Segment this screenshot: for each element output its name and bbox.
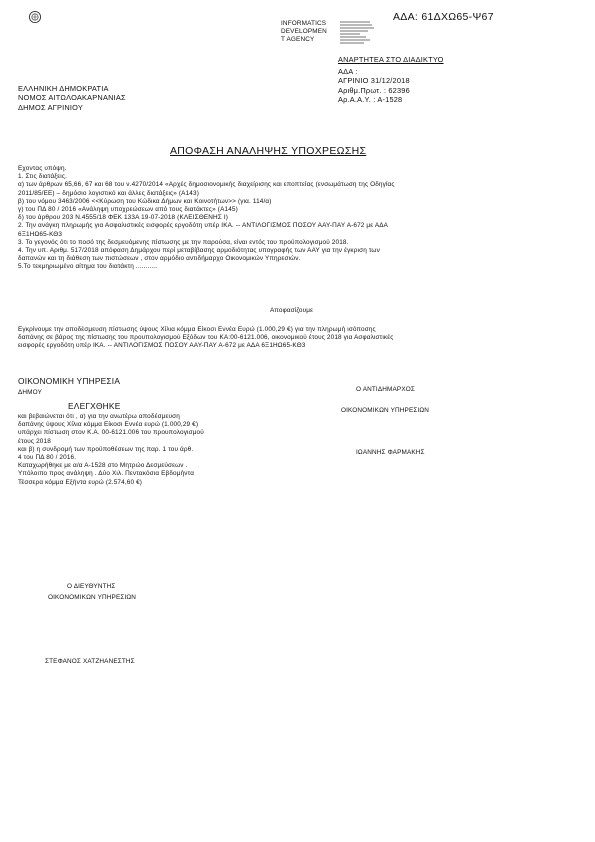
deputy-mayor-title: Ο ΑΝΤΙΔΗΜΑΡΧΟΣ	[356, 386, 415, 393]
decision-line: δαπάνης σε βάρος της πίστωσης του προυπολογισμού Εξόδων του ΚΑ:00-6121.006, οικονομικού έτους 2018 για Ασφαλιστικές	[18, 334, 394, 342]
checked-label: ΕΛΕΓΧΘΗΚΕ	[68, 401, 121, 411]
preamble-line: 4. Την υπ. Αριθμ. 517/2018 απόφαση Δημάρχου περί μεταβίβασης αρμοδιότητας υπογραφής των ΑΑΥ για την έγκριση των	[18, 246, 380, 254]
director-service: ΟΙΚΟΝΟΜΙΚΩΝ ΥΠΗΡΕΣΙΩΝ	[48, 594, 137, 601]
preamble-line: δ) του άρθρου 203 Ν.4555/18 ΦΕΚ 133Α 19-07-2018 (ΚΛΕΙΣΘΕΝΗΣ Ι)	[18, 214, 229, 222]
deputy-mayor-name: ΙΩΑΝΝΗΣ ΦΑΡΜΑΚΗΣ	[356, 449, 425, 456]
document-title: ΑΠΟΦΑΣΗ ΑΝΑΛΗΨΗΣ ΥΠΟΧΡΕΩΣΗΣ	[170, 145, 367, 157]
preamble-line: δαπανών και τη διάθεση των πιστώσεων , στον αρμόδιο αντιδήμαρχο Οικονομικών Υπηρεσιών.	[18, 255, 301, 263]
preamble-line: 2. Την ανάγκη πληρωμής για Ασφαλιστικές εισφορές εργοδότη υπέρ ΙΚΑ. -- ΑΝΤΙΛΟΓΙΣΜΟΣ ΠΟΣΟΥ ΑΑΥ-ΠΑΥ Α-672 με ΑΔΑ	[18, 222, 389, 230]
preamble-line: β) του νόμου 3463/2006 <<Κύρωση του Κώδικα Δήμων και Κοινοτήτων>> (για. 114/α)	[18, 197, 272, 205]
financial-service-text	[18, 413, 204, 487]
preamble	[18, 165, 395, 271]
decision-line: εισφορές εργοδότη υπέρ ΙΚΑ. -- ΑΝΤΙΛΟΓΙΣΜΟΣ ΠΟΣΟΥ ΑΑΥ-ΠΑΥ Α-672 με ΑΔΑ 6Ξ1ΗΩ65-ΚΘ3	[18, 342, 306, 350]
fs-line: και β) η συνδρομή των προϋποθέσεων της παρ. 1 του άρθ.	[18, 445, 194, 453]
fs-line: 4 του ΠΔ 80 / 2016.	[18, 453, 77, 461]
reference-block	[338, 67, 410, 105]
logo-line: DEVELOPMEN	[281, 28, 327, 36]
preamble-line: 5.Το τεκμηριωμένο αίτημα του διατάκτη ...........	[18, 263, 158, 271]
director-name: ΣΤΕΦΑΝΟΣ ΧΑΤΖΗΑΝΕΣΤΗΣ	[45, 658, 135, 665]
fs-line: υπάρχει πίστωση στον Κ.Α. 00-6121.006 του προυπολογισμού	[18, 429, 204, 437]
preamble-line: α) των άρθρων 65,66, 67 και 68 του ν.4270/2014 «Αρχές δημοσιονομικής διαχείρισης και εποπτείας (ενσωμάτωση της Οδηγίας	[18, 181, 395, 189]
deputy-mayor-service: ΟΙΚΟΝΟΜΙΚΩΝ ΥΠΗΡΕΣΙΩΝ	[341, 407, 430, 414]
ada-code: ΑΔΑ: 61ΔΧΩ65-Ψ67	[393, 11, 494, 23]
reference-line: Αριθμ.Πρωτ. : 62396	[338, 85, 410, 95]
logo-line: T AGENCY	[281, 36, 315, 44]
financial-service-heading: ΟΙΚΟΝΟΜΙΚΗ ΥΠΗΡΕΣΙΑ	[18, 376, 121, 386]
director-title: Ο ΔΙΕΥΘΥΝΤΗΣ	[67, 583, 116, 590]
logo-tiny-print	[340, 21, 380, 47]
preamble-line: 3. Το γεγονός ότι το ποσό της δεσμευόμενης πίστωσης με την παρούσα, είναι εντός του προϋπολογισμού 2018.	[18, 238, 349, 246]
preamble-line: Εχοντας υπόψη.	[18, 165, 67, 172]
preamble-line: γ) του ΠΔ 80 / 2016 «Ανάληψη υποχρεώσεων από τους διατάκτες» (Α145)	[18, 205, 238, 213]
decision-text	[18, 326, 393, 351]
reference-line: ΑΓΡΙΝΙΟ 31/12/2018	[338, 76, 410, 86]
preamble-line: 1. Στις διατάξεις.	[18, 173, 68, 181]
issuer-line: ΝΟΜΟΣ ΑΙΤΩΛΟΑΚΑΡΝΑΝΙΑΣ	[18, 93, 126, 103]
fs-line: και βεβαιώνεται ότι , α) για την ανωτέρω αποδέσμευση	[18, 413, 180, 420]
fs-line: Τέσσερα κόμμα Εξήντα ευρώ (2.574,60 €)	[18, 478, 143, 486]
preamble-line: 6Ξ1ΗΩ65-ΚΘ3	[18, 230, 63, 238]
fs-line: Καταχωρήθηκε με α/α Α-1528 στο Μητρώο Δεσμεύσεων .	[18, 462, 188, 470]
posted-label: ΑΝΑΡΤΗΤΕΑ ΣΤΟ ΔΙΑΔΙΚΤΥΟ	[338, 55, 444, 64]
reference-line: Αρ.Α.Α.Υ. : Α-1528	[338, 95, 403, 105]
fs-line: έτους 2018	[18, 437, 51, 445]
decide-heading: Αποφασίζουμε	[270, 307, 314, 314]
issuer-line: ΔΗΜΟΣ ΑΓΡΙΝΙΟΥ	[18, 102, 84, 112]
financial-service-sub: ΔΗΜΟΥ	[18, 389, 42, 396]
emblem-icon	[28, 10, 42, 24]
preamble-line: 2011/85/ΕΕ) – δημόσιο λογιστικό και άλλες διατάξεις» (Α143)	[18, 189, 199, 197]
logo-informatics	[281, 20, 327, 45]
reference-line: ΑΔΑ :	[338, 67, 358, 76]
logo-line: INFORMATICS	[281, 20, 327, 27]
fs-line: δαπάνης ύψους Χίλια κόμμα Είκοσι Εννέα ευρώ (1.000,29 €)	[18, 421, 199, 429]
issuer-line: ΕΛΛΗΝΙΚΗ ΔΗΜΟΚΡΑΤΙΑ	[18, 84, 109, 93]
issuer-block	[18, 84, 126, 112]
decision-line: Εγκρίνουμε την αποδέσμευση πίστωσης ύψους Χίλια κόμμα Είκοσι Εννέα Ευρώ (1.000,29 €) για την πληρωμή ισόποσης	[18, 326, 376, 333]
fs-line: Υπόλοιπο προς ανάληψη . Δύο Χιλ. Πεντακόσια Εβδομήντα	[18, 470, 195, 478]
